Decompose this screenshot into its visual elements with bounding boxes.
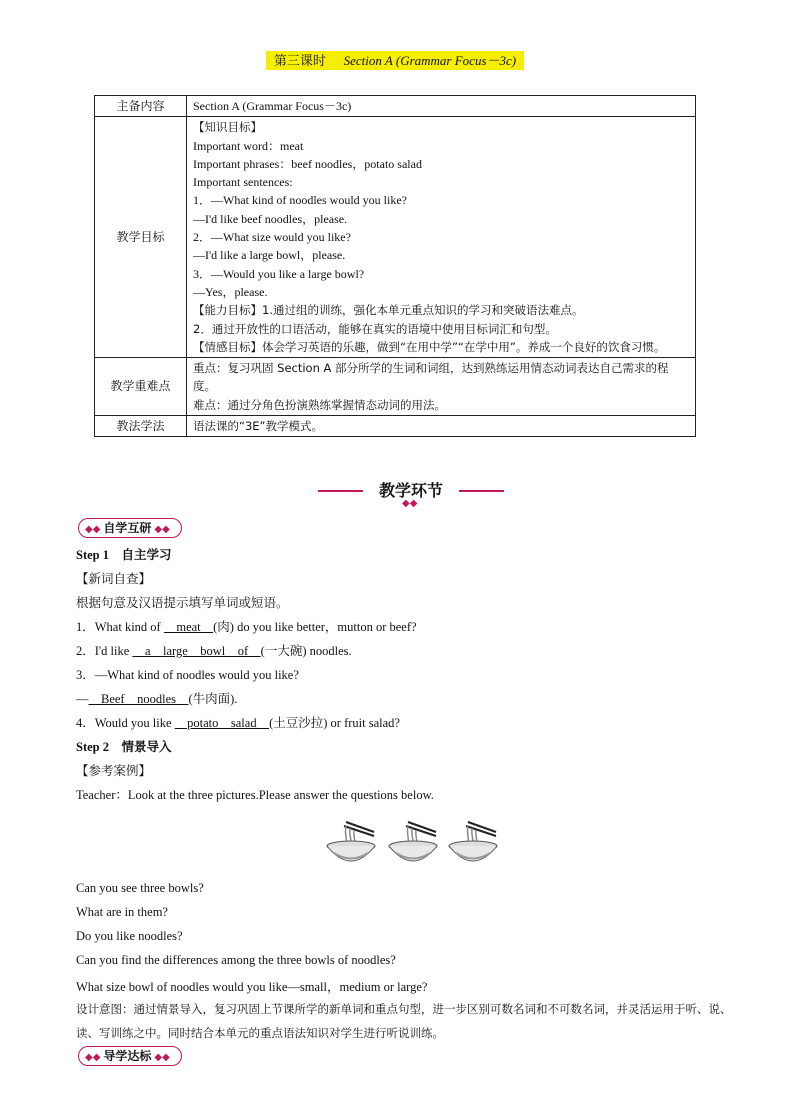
q-answer: a large bowl of bbox=[132, 644, 261, 658]
tag-label: 自学互研 bbox=[103, 521, 152, 535]
q-text: (土豆沙拉) or fruit salad? bbox=[269, 716, 400, 730]
noodle-bowl-icon bbox=[324, 820, 378, 868]
diamond-icon: ◆◆ bbox=[85, 1052, 101, 1063]
q-answer: Beef noodles bbox=[88, 692, 189, 706]
objective-line: 3．—Would you like a large bowl? bbox=[193, 266, 365, 281]
keypoint-line: 重点：复习巩固 Section A 部分所学的生词和词组，达到熟练运用情态动词表达自己需求的程度。 bbox=[193, 361, 669, 394]
section-title: 教学环节 bbox=[378, 481, 443, 500]
objective-line: 2．通过开放性的口语活动，能够在真实的语境中使用目标词汇和句型。 bbox=[193, 321, 557, 336]
step2-heading: Step 2 情景导入 bbox=[76, 740, 172, 754]
question-2 bbox=[76, 641, 352, 659]
row-label: 教学重难点 bbox=[95, 358, 187, 416]
lesson-plan-table bbox=[94, 95, 696, 437]
step1-heading: Step 1 自主学习 bbox=[76, 548, 172, 562]
ornament-icon: ◆◆ bbox=[402, 498, 418, 509]
lesson-title-en: Section A (Grammar Focus－3c) bbox=[340, 51, 520, 70]
objective-line: Important word：meat bbox=[193, 138, 304, 153]
row-label: 教法学法 bbox=[95, 416, 187, 437]
question-line: Can you find the differences among the three bowls of noodles? bbox=[76, 953, 396, 967]
question-line: What are in them? bbox=[76, 905, 168, 919]
q-text: 1．What kind of bbox=[76, 620, 164, 634]
objective-line: Important phrases：beef noodles，potato salad bbox=[193, 156, 422, 171]
objective-line: 【能力目标】1.通过组的训练，强化本单元重点知识的学习和突破语法难点。 bbox=[193, 303, 584, 318]
question-line: Can you see three bowls? bbox=[76, 881, 204, 895]
tag-label: 导学达标 bbox=[103, 1049, 152, 1063]
q-answer: potato salad bbox=[174, 716, 270, 730]
table-row bbox=[95, 117, 696, 358]
diamond-icon: ◆◆ bbox=[154, 524, 170, 535]
row-label: 主备内容 bbox=[95, 96, 187, 117]
q-number: 2． bbox=[76, 644, 95, 658]
objective-line: —I'd like a large bowl，please. bbox=[193, 248, 346, 263]
q-text: — bbox=[76, 692, 89, 706]
objective-line: —Yes，please. bbox=[193, 284, 268, 299]
diamond-icon: ◆◆ bbox=[85, 524, 101, 535]
instruction: 根据句意及汉语提示填写单词或短语。 bbox=[76, 595, 289, 610]
row-value: Section A (Grammar Focus－3c) bbox=[187, 96, 696, 117]
lesson-title-cn: 第三课时 bbox=[270, 51, 330, 70]
noodle-bowl-icon bbox=[446, 820, 500, 868]
row-value: 语法课的“3E”教学模式。 bbox=[187, 416, 696, 437]
question-line: Do you like noodles? bbox=[76, 929, 183, 943]
new-words-heading: 【新词自查】 bbox=[76, 571, 152, 586]
teacher-line: Teacher：Look at the three pictures.Please answer the questions below. bbox=[76, 788, 434, 802]
table-row bbox=[95, 416, 696, 437]
q-text: (一大碗) noodles. bbox=[260, 644, 352, 658]
objective-line: —I'd like beef noodles，please. bbox=[193, 211, 348, 226]
objective-line: 2．—What size would you like? bbox=[193, 230, 351, 245]
objective-line: 【知识目标】 bbox=[193, 120, 262, 135]
objectives-cell bbox=[187, 117, 696, 358]
objective-line: Important sentences: bbox=[193, 175, 293, 190]
case-heading: 【参考案例】 bbox=[76, 763, 152, 778]
question-3: 3．—What kind of noodles would you like? bbox=[76, 668, 299, 682]
question-4 bbox=[76, 713, 400, 731]
noodle-bowl-icon bbox=[386, 820, 440, 868]
row-label: 教学目标 bbox=[95, 117, 187, 358]
lesson-title bbox=[0, 50, 790, 69]
design-intent: 设计意图：通过情景导入，复习巩固上节课所学的新单词和重点句型，进一步区别可数名词和不可数名词，并灵活运用于听、说、读、写训练之中。同时结合本单元的重点语法知识对学生进行听说训练。 bbox=[76, 1002, 732, 1040]
q-text: (牛肉面). bbox=[188, 692, 238, 706]
q-text: 4．Would you like bbox=[76, 716, 175, 730]
q-text: (肉) do you like better，mutton or beef? bbox=[213, 620, 417, 634]
question-1 bbox=[76, 617, 417, 635]
q-answer: meat bbox=[163, 620, 214, 634]
q-text: I'd like bbox=[94, 644, 133, 658]
tag-guided-study bbox=[78, 1046, 182, 1066]
objective-line: 【情感目标】体会学习英语的乐趣，做到“在用中学”“在学中用”。养成一个良好的饮食习惯。 bbox=[193, 339, 666, 354]
question-3-answer bbox=[76, 689, 237, 707]
objective-line: 1．—What kind of noodles would you like? bbox=[193, 193, 407, 208]
diamond-icon: ◆◆ bbox=[154, 1052, 170, 1063]
question-line: What size bowl of noodles would you like—small，medium or large? bbox=[76, 980, 428, 994]
section-header bbox=[318, 478, 504, 509]
keypoint-line: 难点：通过分角色扮演熟练掌握情态动词的用法。 bbox=[193, 397, 446, 412]
tag-self-study bbox=[78, 518, 182, 538]
table-row bbox=[95, 96, 696, 117]
table-row bbox=[95, 358, 696, 416]
keypoints-cell bbox=[187, 358, 696, 416]
